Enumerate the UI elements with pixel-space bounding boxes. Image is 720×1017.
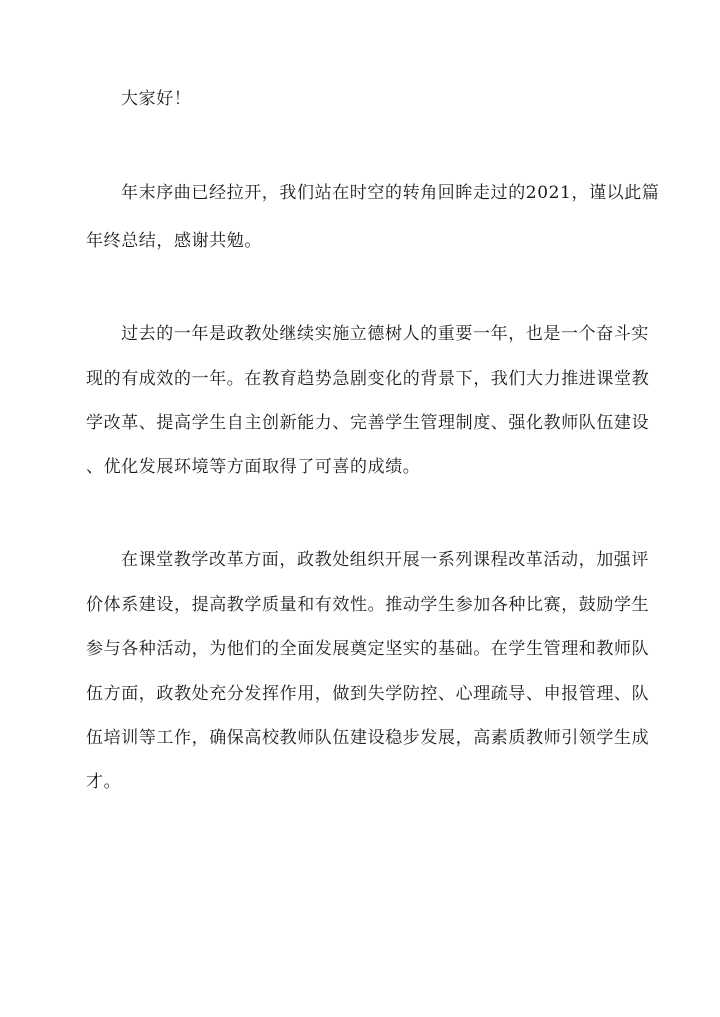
paragraph-2-line-2: 现的有成效的一年。在教育趋势急剧变化的背景下，我们大力推进课堂教 xyxy=(86,369,650,389)
greeting-text: 大家好！ xyxy=(121,89,192,109)
paragraph-3-line-6: 才。 xyxy=(86,772,122,792)
paragraph-1-line-1: 年末序曲已经拉开，我们站在时空的转角回眸走过的2021，谨以此篇 xyxy=(121,183,660,203)
paragraph-2-line-1: 过去的一年是政教处继续实施立德树人的重要一年，也是一个奋斗实 xyxy=(121,324,649,344)
paragraph-3-line-2: 价体系建设，提高教学质量和有效性。推动学生参加各种比赛，鼓励学生 xyxy=(86,595,650,615)
paragraph-2-line-3: 学改革、提高学生自主创新能力、完善学生管理制度、强化教师队伍建设 xyxy=(86,413,650,433)
paragraph-3-line-1: 在课堂教学改革方面，政教处组织开展一系列课程改革活动，加强评 xyxy=(121,550,649,570)
paragraph-3-line-3: 参与各种活动，为他们的全面发展奠定坚实的基础。在学生管理和教师队 xyxy=(86,639,650,659)
paragraph-3-line-4: 伍方面，政教处充分发挥作用，做到失学防控、心理疏导、申报管理、队 xyxy=(86,684,650,704)
paragraph-1-line-2: 年终总结，感谢共勉。 xyxy=(86,231,262,251)
paragraph-2-line-4: 、优化发展环境等方面取得了可喜的成绩。 xyxy=(86,457,421,477)
paragraph-3-line-5: 伍培训等工作，确保高校教师队伍建设稳步发展，高素质教师引领学生成 xyxy=(86,728,650,748)
